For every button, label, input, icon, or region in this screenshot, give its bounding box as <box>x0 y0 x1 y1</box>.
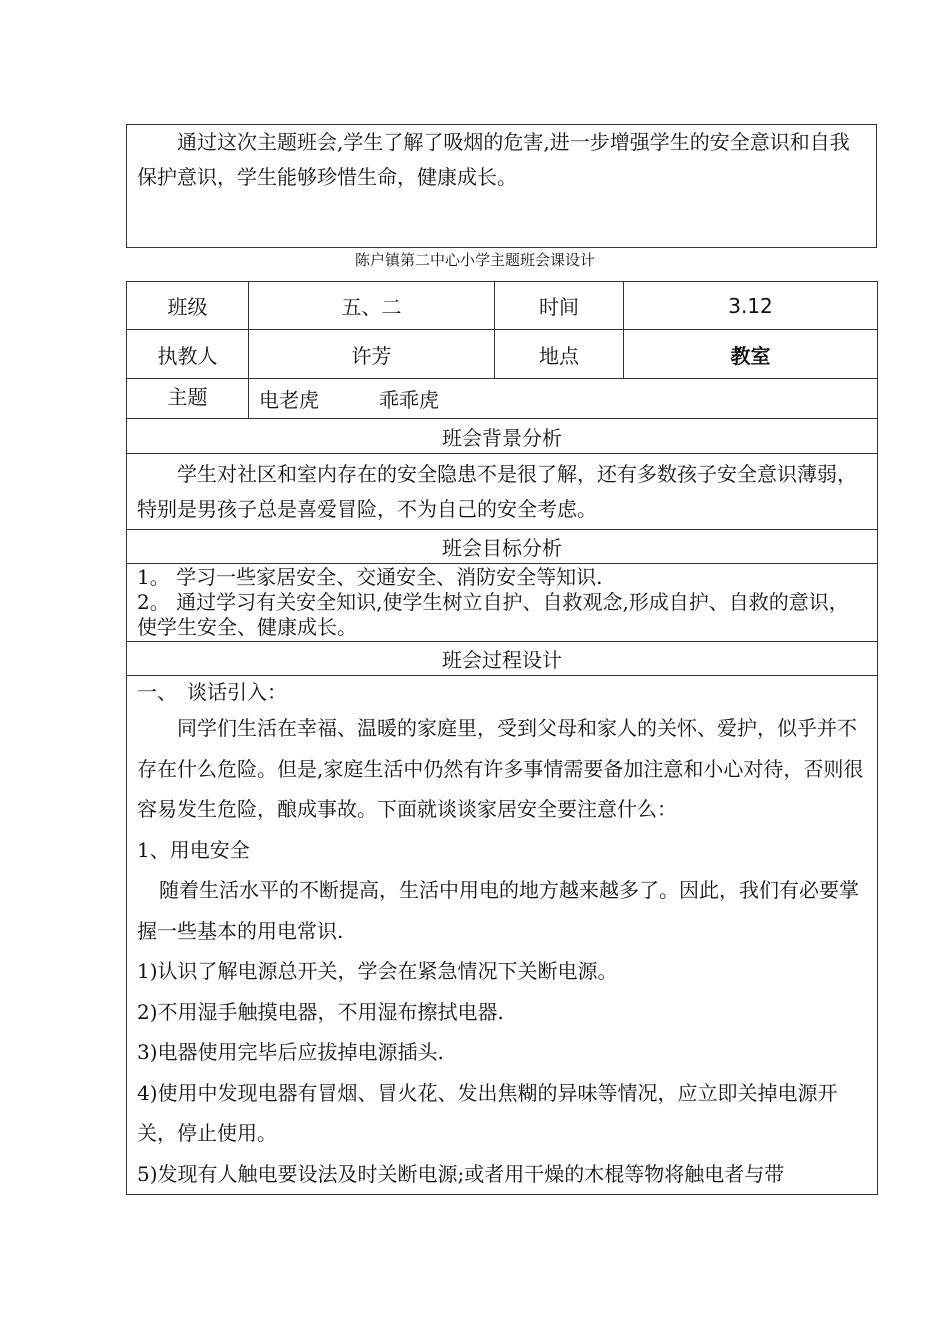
class-value: 五、二 <box>249 282 495 330</box>
goals-cell <box>127 564 878 642</box>
process-list-item: 2)不用湿手触摸电器，不用湿布擦拭电器. <box>137 999 504 1024</box>
process-step-heading: 一、 谈话引入： <box>137 680 287 704</box>
class-label: 班级 <box>127 282 249 330</box>
document-caption: 陈户镇第二中心小学主题班会课设计 <box>354 251 595 269</box>
place-value: 教室 <box>624 330 878 379</box>
goals-row <box>127 564 878 642</box>
process-row <box>127 676 878 1195</box>
time-value: 3.12 <box>624 282 878 330</box>
background-cell <box>127 454 878 530</box>
process-cell <box>127 676 878 1195</box>
process-title: 班会过程设计 <box>127 642 878 676</box>
teacher-value: 许芳 <box>249 330 495 379</box>
goals-header-row <box>127 530 878 564</box>
process-list-item: 1)认识了解电源总开关，学会在紧急情况下关断电源。 <box>137 959 618 983</box>
place-label: 地点 <box>495 330 624 379</box>
process-list-item: 5)发现有人触电要设法及时关断电源;或者用干燥的木棍等物将触电者与带 <box>137 1161 785 1186</box>
time-label: 时间 <box>495 282 624 330</box>
background-header-row <box>127 419 878 454</box>
teacher-label: 执教人 <box>127 330 249 379</box>
info-row-class <box>127 282 878 330</box>
lesson-plan-table <box>126 281 878 1195</box>
process-subheading: 1、用电安全 <box>137 837 250 862</box>
info-row-teacher <box>127 330 878 379</box>
summary-box <box>126 124 877 248</box>
background-text: 学生对社区和室内存在的安全隐患不是很了解，还有多数孩子安全意识薄弱，特别是男孩子总是喜爱冒险，不为自己的安全考虑。 <box>137 461 857 521</box>
goal-item: 1。 学习一些家居安全、交通安全、消防安全等知识. <box>137 565 603 589</box>
process-header-row <box>127 642 878 676</box>
process-list-item: 4)使用中发现电器有冒烟、冒火花、发出焦糊的异味等情况，应立即关掉电源开关，停止使用。 <box>137 1080 838 1145</box>
goals-title: 班会目标分析 <box>127 530 878 564</box>
process-intro: 同学们生活在幸福、温暖的家庭里，受到父母和家人的关怀、爱护，似乎并不存在什么危险。但是,家庭生活中仍然有许多事情需要备加注意和小心对待，否则很容易发生危险，酿成事故。下面就谈谈家居安全要注意什么： <box>137 716 864 821</box>
goal-item: 2。 通过学习有关安全知识,使学生树立自护、自救观念,形成自护、自救的意识，使学生安全、健康成长。 <box>137 590 849 639</box>
process-sub-intro: 随着生活水平的不断提高，生活中用电的地方越来越多了。因此，我们有必要掌握一些基本的用电常识. <box>137 878 859 943</box>
info-row-theme <box>127 379 878 419</box>
background-row <box>127 454 878 530</box>
theme-value: 电老虎 乖乖虎 <box>249 379 878 419</box>
summary-text: 通过这次主题班会,学生了解了吸烟的危害,进一步增强学生的安全意识和自我保护意识，学生能够珍惜生命，健康成长。 <box>137 130 850 189</box>
process-list-item: 3)电器使用完毕后应拔掉电源插头. <box>137 1040 444 1064</box>
background-title: 班会背景分析 <box>127 419 878 454</box>
theme-label: 主题 <box>127 379 249 419</box>
